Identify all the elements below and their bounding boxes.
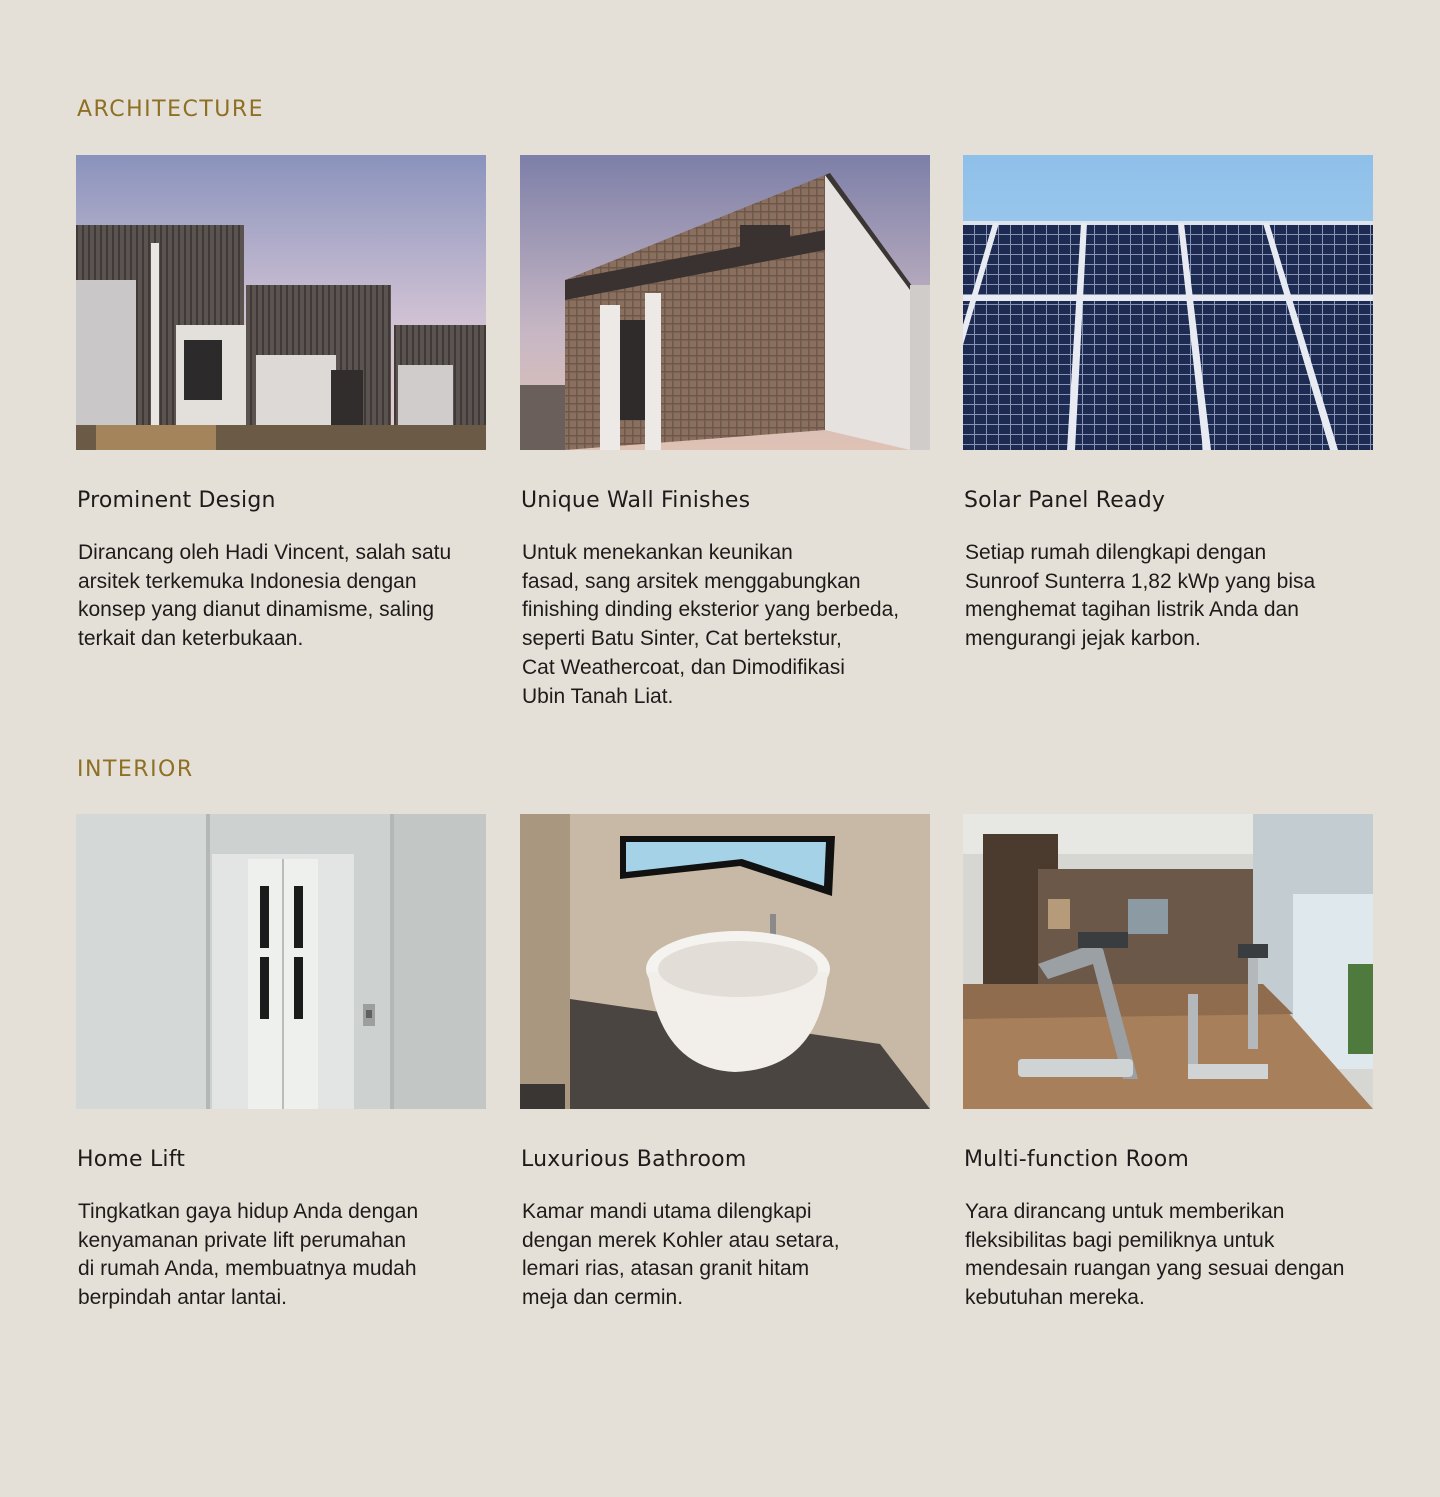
- bathtub-icon: [520, 814, 930, 1109]
- card-description: Yara dirancang untuk memberikan fleksibilitas bagi pemiliknya untuk mendesain ruangan yang sesuai dengan kebutuhan mereka.: [965, 1200, 1345, 1310]
- modern-townhouses-icon: [76, 155, 486, 450]
- home-gym-icon: [963, 814, 1373, 1109]
- card-description: Dirancang oleh Hadi Vincent, salah satu arsitek terkemuka Indonesia dengan konsep yang dianut dinamisme, saling terkait dan keterbukaan.: [78, 541, 452, 651]
- solar-panels-icon: [963, 155, 1373, 450]
- section-title-interior: INTERIOR: [77, 757, 194, 782]
- card-title: Home Lift: [77, 1147, 186, 1172]
- elevator-door-icon: [76, 814, 486, 1109]
- textured-facade-icon: [520, 155, 930, 450]
- card-description: Setiap rumah dilengkapi dengan Sunroof Sunterra 1,82 kWp yang bisa menghemat tagihan listrik Anda dan mengurangi jejak karbon.: [965, 541, 1316, 651]
- card-title: Luxurious Bathroom: [521, 1147, 747, 1172]
- section-title-architecture: ARCHITECTURE: [77, 97, 265, 122]
- card-description: Untuk menekankan keunikan fasad, sang arsitek menggabungkan finishing dinding eksterior yang berbeda, seperti Batu Sinter, Cat bertekstur, Cat Weathercoat, dan Dimodifikasi Ubin Tanah Liat.: [522, 541, 900, 708]
- card-title: Unique Wall Finishes: [521, 488, 751, 513]
- card-title: Solar Panel Ready: [964, 488, 1166, 513]
- card-description: Tingkatkan gaya hidup Anda dengan kenyamanan private lift perumahan di rumah Anda, membuatnya mudah berpindah antar lantai.: [78, 1200, 419, 1310]
- card-title: Prominent Design: [77, 488, 276, 513]
- card-title: Multi-function Room: [964, 1147, 1190, 1172]
- card-description: Kamar mandi utama dilengkapi dengan merek Kohler atau setara, lemari rias, atasan granit hitam meja dan cermin.: [522, 1200, 840, 1310]
